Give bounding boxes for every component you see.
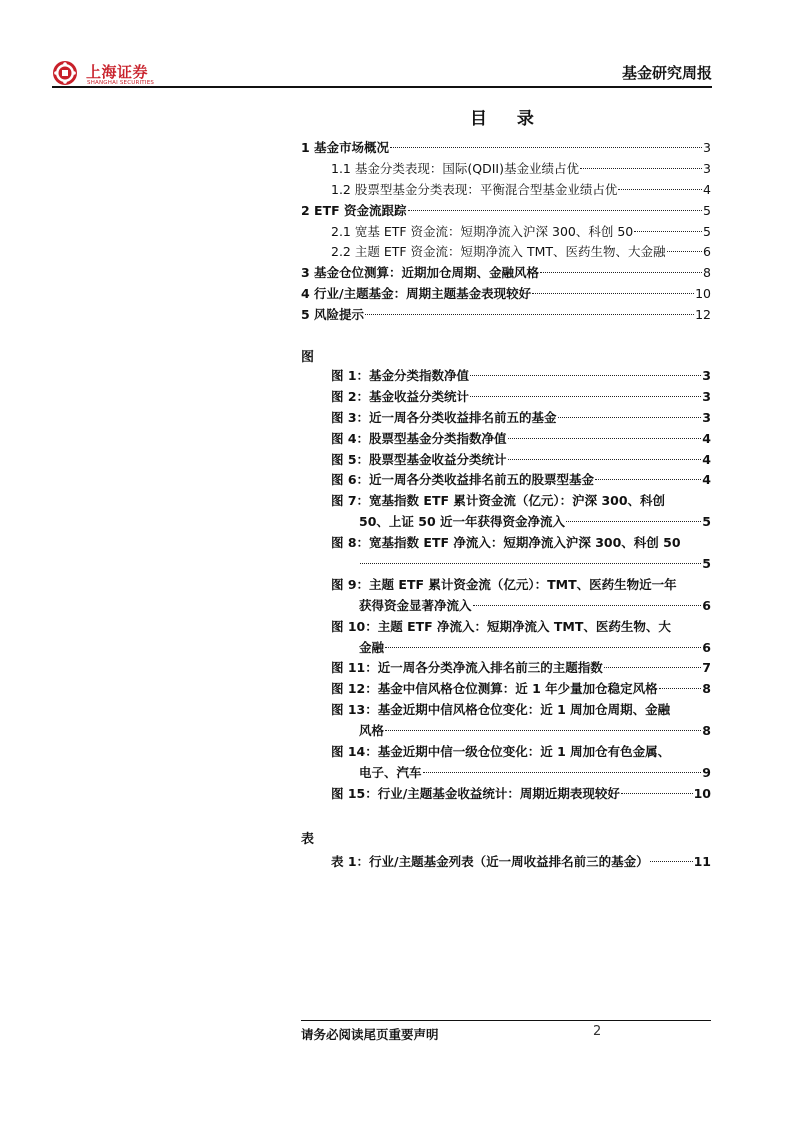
figure-entry[interactable]: 图 11：近一周各分类净流入排名前三的主题指数 7 [331, 660, 711, 676]
figure-entry-continuation[interactable]: 金融 6 [359, 639, 711, 655]
disclaimer-note: 请务必阅读尾页重要声明 [301, 1027, 439, 1042]
toc-entry[interactable]: 3 基金仓位测算：近期加仓周期、金融风格 8 [301, 265, 711, 281]
toc-entry[interactable]: 2.2 主题 ETF 资金流：短期净流入 TMT、医药生物、大金融 6 [331, 244, 711, 260]
figure-entry[interactable]: 图 1：基金分类指数净值 3 [331, 368, 711, 383]
figure-entry[interactable]: 图 10：主题 ETF 净流入：短期净流入 TMT、医药生物、大 [331, 618, 671, 634]
figure-entry-continuation[interactable]: 风格 8 [359, 723, 711, 739]
figure-entry-continuation[interactable]: 获得资金显著净流入 6 [359, 597, 711, 613]
table-of-contents [301, 138, 711, 326]
figure-entry[interactable]: 图 14：基金近期中信一级仓位变化：近 1 周加仓有色金属、 [331, 744, 671, 760]
toc-entry[interactable]: 5 风险提示 12 [301, 307, 711, 323]
toc-entry[interactable]: 2.1 宽基 ETF 资金流：短期净流入沪深 300、科创 50 5 [331, 223, 711, 239]
figure-entry[interactable]: 图 12：基金中信风格仓位测算：近 1 年少量加仓稳定风格 8 [331, 681, 711, 697]
figure-entry[interactable]: 图 8：宽基指数 ETF 净流入：短期净流入沪深 300、科创 50 [331, 535, 681, 551]
figure-entry[interactable]: 图 3：近一周各分类收益排名前五的基金 3 [331, 409, 711, 425]
page-header [52, 58, 712, 86]
company-name-en: SHANGHAI SECURITIES [87, 80, 155, 86]
figure-entry[interactable]: 图 5：股票型基金收益分类统计 4 [331, 451, 711, 467]
figure-entry[interactable]: 图 2：基金收益分类统计 3 [331, 388, 711, 404]
toc-title: 目 录 [470, 109, 546, 129]
company-logo-icon [52, 60, 78, 86]
figure-entry[interactable]: 图 4：股票型基金分类指数净值 4 [331, 430, 711, 446]
company-name-cn: 上海证券 [86, 63, 149, 81]
tables-heading: 表 [301, 832, 315, 847]
table-entry[interactable]: 表 1：行业/主题基金列表（近一周收益排名前三的基金） 11 [331, 854, 711, 869]
report-type-title: 基金研究周报 [621, 64, 712, 82]
list-of-figures [301, 366, 711, 805]
figure-entry[interactable]: 图 15：行业/主题基金收益统计：周期近期表现较好 10 [331, 785, 711, 801]
figure-entry-continuation[interactable]: 50、上证 50 近一年获得资金净流入 5 [359, 514, 711, 530]
figures-heading: 图 [301, 350, 315, 365]
header-divider [52, 86, 712, 88]
toc-entry[interactable]: 1 基金市场概况 3 [301, 140, 711, 155]
toc-entry[interactable]: 2 ETF 资金流跟踪 5 [301, 202, 711, 218]
figure-entry-continuation[interactable]: 电子、汽车 9 [359, 764, 711, 780]
page-number: 2 [593, 1024, 602, 1039]
figure-entry[interactable]: 图 6：近一周各分类收益排名前五的股票型基金 4 [331, 472, 711, 488]
toc-entry[interactable]: 1.1 基金分类表现：国际(QDII)基金业绩占优 3 [331, 160, 711, 176]
figure-entry[interactable]: 图 9：主题 ETF 累计资金流（亿元）：TMT、医药生物近一年 [331, 576, 677, 592]
list-of-tables [301, 852, 711, 873]
toc-entry[interactable]: 4 行业/主题基金：周期主题基金表现较好 10 [301, 286, 711, 302]
figure-entry[interactable]: 图 13：基金近期中信风格仓位变化：近 1 周加仓周期、金融 [331, 702, 671, 718]
toc-entry[interactable]: 1.2 股票型基金分类表现：平衡混合型基金业绩占优 4 [331, 181, 711, 197]
figure-entry[interactable]: 图 7：宽基指数 ETF 累计资金流（亿元）：沪深 300、科创 [331, 493, 666, 509]
footer-divider [301, 1020, 711, 1021]
figure-entry-continuation[interactable]: 5 [301, 554, 711, 575]
